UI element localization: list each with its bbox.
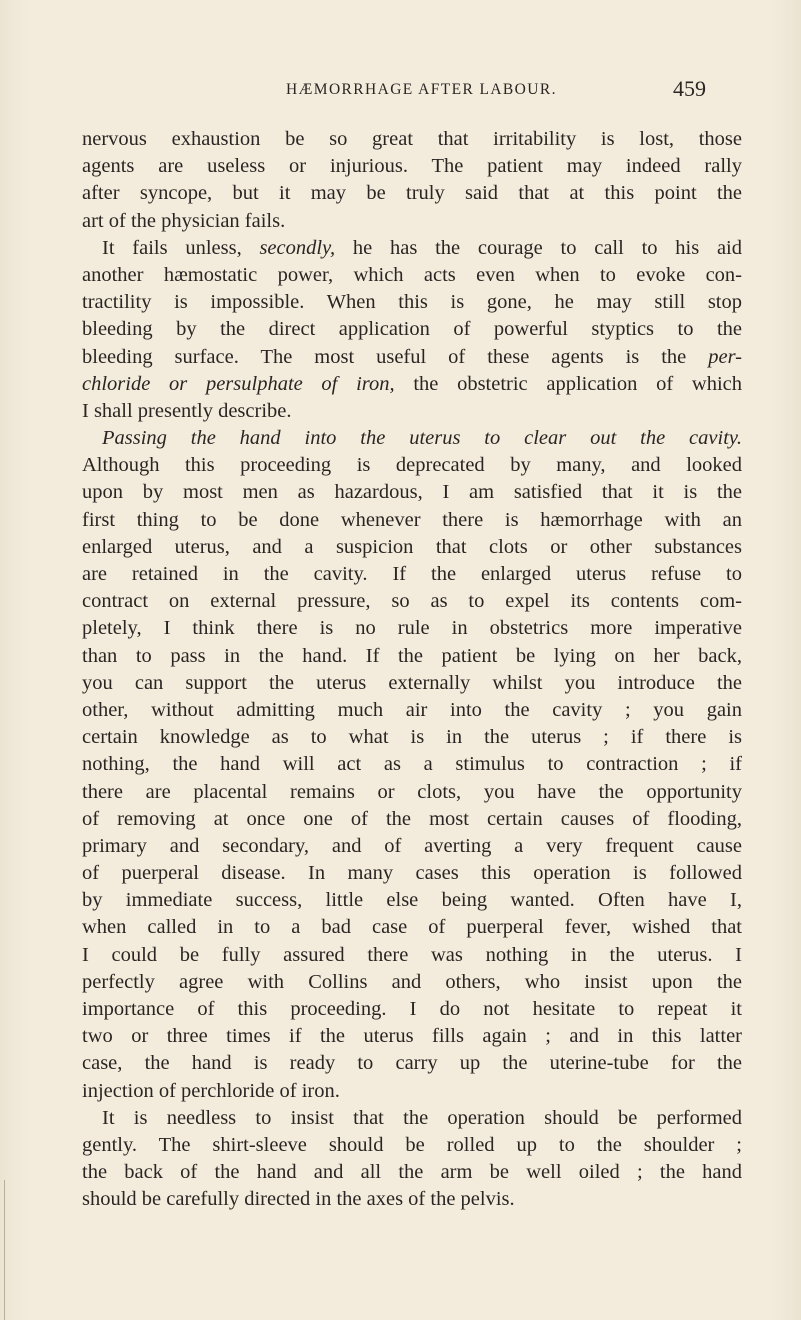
text-line bbox=[82, 914, 742, 941]
text-line bbox=[82, 670, 742, 697]
text-segment: tractility is impossible. When this is gone, he may still stop bbox=[82, 291, 742, 314]
page-number: 459 bbox=[673, 76, 706, 101]
text-segment: other, without admitting much air into the cavity ; you gain bbox=[82, 698, 742, 721]
text-line bbox=[82, 779, 742, 806]
text-segment: the back of the hand and all the arm be well oiled ; the hand bbox=[82, 1161, 742, 1184]
text-line bbox=[82, 615, 742, 642]
text-segment: first thing to be done whenever there is hæmorrhage with an bbox=[82, 508, 742, 531]
text-line bbox=[82, 1078, 742, 1105]
text-segment: another hæmostatic power, which acts even when to evoke con- bbox=[82, 263, 742, 286]
text-segment: he has the courage to call to his aid bbox=[335, 236, 742, 259]
body-text bbox=[82, 126, 742, 1214]
text-segment: agents are useless or injurious. The patient may indeed rally bbox=[82, 155, 742, 178]
text-line bbox=[82, 344, 742, 371]
text-line bbox=[82, 996, 742, 1023]
text-line bbox=[82, 262, 742, 289]
text-line bbox=[82, 561, 742, 588]
text-segment: It fails unless, bbox=[102, 236, 260, 259]
text-segment: are retained in the cavity. If the enlarged uterus refuse to bbox=[82, 563, 742, 585]
text-line bbox=[82, 398, 742, 425]
text-line bbox=[82, 180, 742, 207]
text-line bbox=[82, 316, 742, 343]
text-line bbox=[82, 208, 742, 235]
running-head: HÆMORRHAGE AFTER LABOUR. bbox=[286, 81, 557, 98]
italic-text: Passing the hand into the uterus to clear out the cavity. bbox=[102, 427, 742, 450]
text-line bbox=[82, 289, 742, 316]
text-line bbox=[82, 833, 742, 860]
text-segment: injection of perchloride of iron. bbox=[82, 1079, 340, 1102]
text-segment: I shall presently describe. bbox=[82, 399, 292, 422]
text-line bbox=[82, 806, 742, 833]
text-segment: by immediate success, little else being wanted. Often have I, bbox=[82, 889, 742, 912]
text-segment: primary and secondary, and of averting a very frequent cause bbox=[82, 834, 742, 857]
text-segment: pletely, I think there is no rule in obstetrics more imperative bbox=[82, 617, 742, 640]
text-segment: contract on external pressure, so as to expel its contents com- bbox=[82, 590, 742, 613]
text-segment: bleeding by the direct application of powerful styptics to the bbox=[82, 318, 742, 341]
text-line bbox=[82, 126, 742, 153]
text-line bbox=[82, 1105, 742, 1132]
text-segment: gently. The shirt-sleeve should be rolled up to the shoulder ; bbox=[82, 1133, 742, 1156]
text-line bbox=[82, 371, 742, 398]
text-line bbox=[82, 1186, 742, 1213]
text-line bbox=[82, 643, 742, 670]
text-segment: there are placental remains or clots, you have the opportunity bbox=[82, 780, 742, 803]
text-line bbox=[82, 479, 742, 506]
text-line bbox=[82, 153, 742, 180]
text-segment: two or three times if the uterus fills again ; and in this latter bbox=[82, 1025, 742, 1048]
text-segment: art of the physician fails. bbox=[82, 209, 286, 232]
text-segment: than to pass in the hand. If the patient be lying on her back, bbox=[82, 644, 742, 667]
text-line bbox=[82, 942, 742, 969]
text-line bbox=[82, 724, 742, 751]
text-line bbox=[82, 697, 742, 724]
text-line bbox=[82, 534, 742, 561]
text-segment: upon by most men as hazardous, I am satisfied that it is the bbox=[82, 481, 742, 504]
text-line bbox=[82, 751, 742, 778]
text-segment: of puerperal disease. In many cases this operation is followed bbox=[82, 862, 742, 885]
text-line bbox=[82, 1050, 742, 1077]
italic-text: per- bbox=[708, 345, 742, 368]
italic-text: chloride or persulphate of iron, bbox=[82, 372, 395, 395]
text-segment: nervous exhaustion be so great that irritability is lost, those bbox=[82, 128, 742, 150]
text-line bbox=[82, 588, 742, 615]
text-line bbox=[82, 969, 742, 996]
text-segment: should be carefully directed in the axes of the pelvis. bbox=[82, 1188, 515, 1211]
text-line bbox=[82, 507, 742, 534]
text-line bbox=[82, 425, 742, 452]
page-header bbox=[0, 78, 801, 108]
text-segment: of removing at once one of the most certain causes of flooding, bbox=[82, 807, 742, 830]
text-segment: after syncope, but it may be truly said that at this point the bbox=[82, 182, 742, 205]
text-line bbox=[82, 1023, 742, 1050]
text-segment: bleeding surface. The most useful of these agents is the bbox=[82, 345, 709, 368]
text-segment: certain knowledge as to what is in the uterus ; if there is bbox=[82, 726, 742, 749]
text-segment: you can support the uterus externally whilst you introduce the bbox=[82, 671, 742, 694]
text-line bbox=[82, 1159, 742, 1186]
text-line bbox=[82, 887, 742, 914]
page-edge-line bbox=[4, 1180, 5, 1320]
text-line bbox=[82, 860, 742, 887]
text-segment: Although this proceeding is deprecated by many, and looked bbox=[82, 454, 742, 477]
text-segment: case, the hand is ready to carry up the uterine-tube for the bbox=[82, 1052, 742, 1075]
text-segment: perfectly agree with Collins and others, who insist upon the bbox=[82, 970, 742, 993]
text-segment: nothing, the hand will act as a stimulus to contraction ; if bbox=[82, 753, 742, 776]
text-line bbox=[82, 235, 742, 262]
italic-text: secondly, bbox=[259, 236, 336, 259]
text-line bbox=[82, 452, 742, 479]
text-segment: when called in to a bad case of puerperal fever, wished that bbox=[82, 916, 742, 939]
text-segment: It is needless to insist that the operation should be performed bbox=[102, 1106, 742, 1129]
text-line bbox=[82, 1132, 742, 1159]
text-segment: I could be fully assured there was nothing in the uterus. I bbox=[82, 943, 742, 966]
text-segment: the obstetric application of which bbox=[394, 372, 743, 395]
text-segment: importance of this proceeding. I do not hesitate to repeat it bbox=[82, 998, 742, 1020]
text-segment: enlarged uterus, and a suspicion that clots or other substances bbox=[82, 535, 742, 558]
